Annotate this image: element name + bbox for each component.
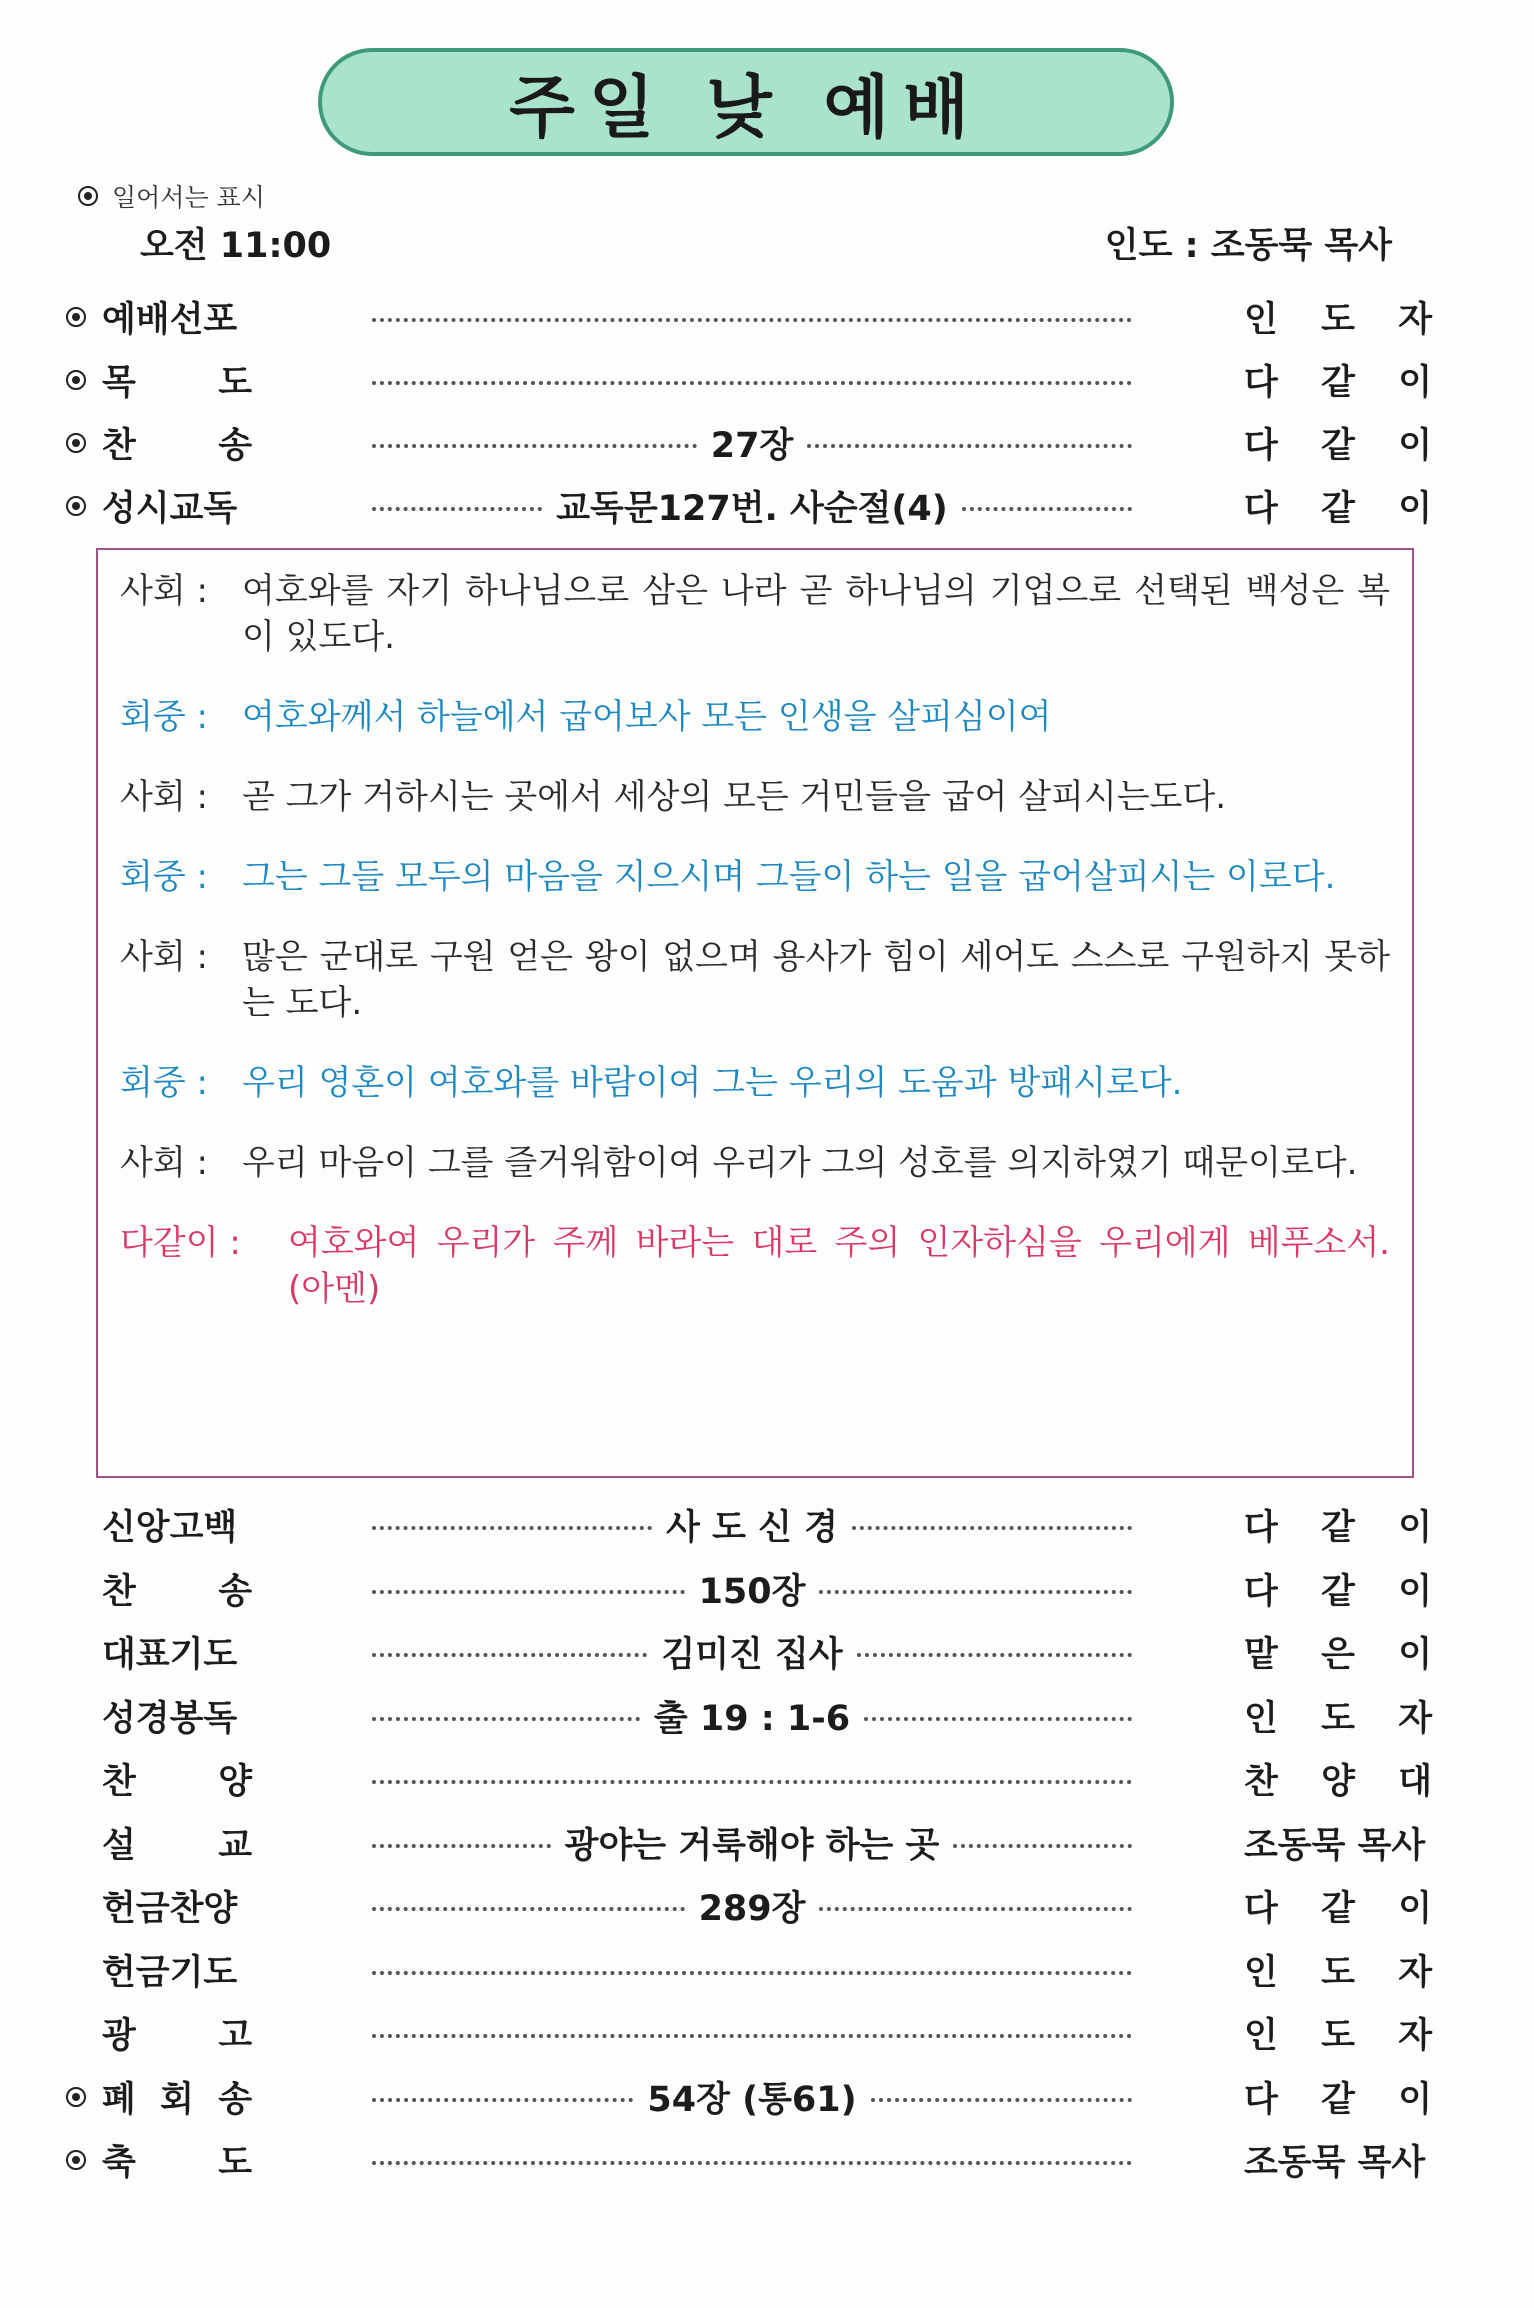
order-item-name-part: 찬 (102, 1571, 136, 1612)
order-item-performer-part: 이 (1398, 1889, 1432, 1929)
order-item-name-part: 폐 (102, 2079, 136, 2120)
order-item (0, 1818, 1534, 1868)
order-item-performer-part: 인 (1244, 2016, 1278, 2056)
order-item-name-part: 광 (102, 2016, 136, 2056)
dot-leader-left (372, 2161, 1132, 2165)
order-item-name (102, 292, 252, 342)
reading-speaker: 사회 : (120, 571, 208, 611)
order-item-name-part: 송 (218, 426, 252, 466)
order-item-performer-part: 조동묵 목사 (1244, 1825, 1426, 1866)
order-item-performer (1244, 2008, 1432, 2058)
reading-speaker: 회중 : (120, 857, 208, 897)
order-item-name (102, 1754, 252, 1804)
order-item-performer-part: 도 (1321, 2016, 1355, 2056)
dot-leader-right (864, 1717, 1132, 1721)
leader-dots (372, 481, 1132, 531)
reading-line (120, 934, 1390, 1026)
leader-dots (372, 1774, 1132, 1784)
order-item-name (102, 1691, 252, 1741)
legend-text: 일어서는 표시 (112, 183, 265, 212)
order-item-name (102, 1818, 252, 1868)
reading-speaker: 사회 : (120, 937, 208, 977)
service-time: 오전 11:00 (140, 226, 332, 266)
dot-leader-left (372, 1526, 652, 1530)
order-item (0, 1754, 1534, 1804)
order-item-performer-part: 같 (1321, 1571, 1355, 1612)
order-item-name-part: 도 (218, 363, 252, 403)
order-item-name (102, 1881, 252, 1931)
responsive-reading (120, 568, 1390, 1312)
order-item-performer-part: 은 (1321, 1635, 1355, 1675)
dot-leader-left (372, 1780, 1132, 1784)
dot-leader-right (852, 1526, 1132, 1530)
order-item-performer (1244, 1881, 1432, 1931)
responsive-reading-box (96, 548, 1414, 1478)
order-item (0, 1627, 1534, 1677)
order-item-name (102, 1500, 252, 1550)
order-item (0, 292, 1534, 342)
order-item (0, 355, 1534, 405)
dot-leader-left (372, 1653, 647, 1657)
leader-dots (372, 2028, 1132, 2038)
dot-leader-left (372, 507, 542, 511)
reading-text: 많은 군대로 구원 얻은 왕이 없으며 용사가 힘이 세어도 스스로 구원하지 못하는 도다. (242, 937, 1390, 1023)
leader-dots (372, 375, 1132, 385)
leader-dots (372, 1564, 1132, 1614)
order-item-name-part: 대표기도 (102, 1635, 238, 1675)
order-item-performer-part: 인 (1244, 1698, 1278, 1739)
title-banner (318, 48, 1174, 156)
order-item-name-part: 축 (102, 2143, 136, 2183)
order-item-name-part: 송 (218, 1571, 252, 1612)
order-item-performer-part: 대 (1398, 1762, 1432, 1802)
order-item-performer-part: 다 (1244, 426, 1278, 466)
order-item-name-part: 도 (218, 2143, 252, 2183)
order-item-name-part: 신앙고백 (102, 1508, 238, 1548)
order-item-name-part: 송 (218, 2079, 252, 2120)
reading-text: 여호와께서 하늘에서 굽어보사 모든 인생을 살피심이여 (242, 697, 1052, 737)
order-item-performer-part: 자 (1398, 1698, 1432, 1739)
standing-mark-icon (66, 433, 86, 453)
order-item (0, 1691, 1534, 1741)
order-item-performer (1244, 1945, 1432, 1995)
reading-line (120, 1060, 1390, 1106)
order-item-name-part: 찬 (102, 426, 136, 466)
order-item-performer-part: 인 (1244, 1952, 1278, 1993)
order-item-name-part: 헌금찬양 (102, 1889, 238, 1929)
leader-dots (372, 1881, 1132, 1931)
order-item-performer-part: 같 (1321, 1889, 1355, 1929)
order-item-performer-part: 이 (1398, 426, 1432, 466)
order-item-name (102, 355, 252, 405)
order-item-performer-part: 자 (1398, 1952, 1432, 1993)
order-item (0, 1881, 1534, 1931)
order-item-performer-part: 이 (1398, 1635, 1432, 1675)
order-item-performer-part: 이 (1398, 363, 1432, 403)
dot-leader-left (372, 2034, 1132, 2038)
order-item-detail: 교독문127번. 사순절(4) (556, 489, 948, 529)
order-item-performer (1244, 1754, 1432, 1804)
reading-speaker: 사회 : (120, 1143, 208, 1183)
order-item-name-part: 설 (102, 1825, 136, 1866)
order-item (0, 481, 1534, 531)
order-item-name (102, 2072, 252, 2122)
page-title: 주일 낮 예배 (509, 68, 983, 148)
dot-leader-right (871, 2098, 1132, 2102)
order-item-performer-part: 인 (1244, 300, 1278, 340)
order-item-detail: 사 도 신 경 (666, 1508, 838, 1548)
order-item-detail: 150장 (698, 1571, 806, 1612)
reading-text: 그는 그들 모두의 마음을 지으시며 그들이 하는 일을 굽어살피시는 이로다. (242, 857, 1336, 897)
order-item-performer-part: 자 (1398, 300, 1432, 340)
dot-leader-left (372, 318, 1132, 322)
dot-leader-left (372, 381, 1132, 385)
dot-leader-right (857, 1653, 1132, 1657)
order-item-name (102, 1945, 252, 1995)
reading-text: 우리 영혼이 여호와를 바람이여 그는 우리의 도움과 방패시로다. (242, 1063, 1183, 1103)
order-item-detail: 광야는 거룩해야 하는 곳 (564, 1825, 940, 1866)
reading-text: 여호와여 우리가 주께 바라는 대로 주의 인자하심을 우리에게 베푸소서. (아멘) (288, 1223, 1390, 1309)
order-item-performer-part: 같 (1321, 489, 1355, 529)
reading-text: 여호와를 자기 하나님으로 삼은 나라 곧 하나님의 기업으로 선택된 백성은 복이 있도다. (242, 571, 1390, 657)
dot-leader-left (372, 1907, 685, 1911)
leader-dots (372, 1691, 1132, 1741)
dot-leader-right (953, 1844, 1132, 1848)
order-item-performer-part: 다 (1244, 489, 1278, 529)
order-item-detail: 289장 (698, 1889, 806, 1929)
order-item-name (102, 1564, 252, 1614)
order-item (0, 2072, 1534, 2122)
order-item-name (102, 481, 252, 531)
order-item-performer (1244, 418, 1432, 468)
reading-text: 우리 마음이 그를 즐거워함이여 우리가 그의 성호를 의지하였기 때문이로다. (242, 1143, 1358, 1183)
order-item-performer-part: 자 (1398, 2016, 1432, 2056)
standing-mark-icon (66, 2087, 86, 2107)
dot-leader-left (372, 1971, 1132, 1975)
standing-mark-icon (78, 186, 98, 206)
order-item-name (102, 1627, 252, 1677)
order-item-performer-part: 이 (1398, 489, 1432, 529)
dot-leader-right (819, 1907, 1132, 1911)
leader-dots (372, 1965, 1132, 1975)
reading-line (120, 774, 1390, 820)
reading-line (120, 1140, 1390, 1186)
standing-mark-icon (66, 2150, 86, 2170)
order-item-name-part: 고 (218, 2016, 252, 2056)
reading-speaker: 회중 : (120, 1063, 208, 1103)
standing-mark-icon (66, 370, 86, 390)
reading-line (120, 694, 1390, 740)
reading-speaker: 다같이 : (120, 1223, 241, 1263)
dot-leader-left (372, 444, 697, 448)
dot-leader-right (819, 1590, 1132, 1594)
order-item-name-part: 예배선포 (102, 300, 238, 340)
reading-text: 곧 그가 거하시는 곳에서 세상의 모든 거민들을 굽어 살피시는도다. (242, 777, 1227, 817)
order-item-performer-part: 이 (1398, 1508, 1432, 1548)
order-item-name-part: 회 (160, 2079, 194, 2120)
order-item-performer-part: 같 (1321, 363, 1355, 403)
order-item-name (102, 2135, 252, 2185)
reading-speaker: 사회 : (120, 777, 208, 817)
reading-line (120, 854, 1390, 900)
order-item-performer (1244, 1500, 1432, 1550)
order-item-performer (1244, 481, 1432, 531)
standing-legend (78, 178, 265, 214)
dot-leader-left (372, 1590, 685, 1594)
service-leader: 인도 : 조동묵 목사 (1104, 226, 1392, 266)
order-item-name-part: 찬 (102, 1762, 136, 1802)
dot-leader-right (807, 444, 1132, 448)
order-item-name-part: 헌금기도 (102, 1952, 238, 1993)
order-item-name (102, 2008, 252, 2058)
leader-dots (372, 2155, 1132, 2165)
order-item-performer-part: 다 (1244, 363, 1278, 403)
leader-dots (372, 312, 1132, 322)
order-item-performer-part: 찬 (1244, 1762, 1278, 1802)
order-item-performer-part: 도 (1321, 1952, 1355, 1993)
order-item-name-part: 성경봉독 (102, 1698, 238, 1739)
standing-mark-icon (66, 496, 86, 516)
order-item-performer (1244, 1564, 1432, 1614)
order-item-performer-part: 다 (1244, 1571, 1278, 1612)
order-item-performer-part: 같 (1321, 1508, 1355, 1548)
order-item-performer-part: 양 (1321, 1762, 1355, 1802)
dot-leader-left (372, 1717, 640, 1721)
order-item-detail: 출 19 : 1-6 (653, 1698, 851, 1739)
standing-mark-icon (66, 307, 86, 327)
order-item-performer-part: 다 (1244, 2079, 1278, 2120)
order-item-performer (1244, 2135, 1432, 2185)
order-item-performer (1244, 1691, 1432, 1741)
leader-dots (372, 2072, 1132, 2122)
order-item-detail: 김미진 집사 (661, 1635, 843, 1675)
order-item-performer-part: 같 (1321, 2079, 1355, 2120)
order-item-performer-part: 다 (1244, 1508, 1278, 1548)
reading-line (120, 568, 1390, 660)
order-item-name-part: 성시교독 (102, 489, 238, 529)
order-item-performer (1244, 1818, 1432, 1868)
order-item-performer-part: 이 (1398, 1571, 1432, 1612)
order-item-name (102, 418, 252, 468)
dot-leader-left (372, 2098, 633, 2102)
order-item-name-part: 목 (102, 363, 136, 403)
order-item-performer-part: 다 (1244, 1889, 1278, 1929)
reading-line (120, 1220, 1390, 1312)
order-item-detail: 54장 (통61) (647, 2079, 857, 2120)
dot-leader-left (372, 1844, 551, 1848)
order-item-performer (1244, 1627, 1432, 1677)
order-item-performer-part: 이 (1398, 2079, 1432, 2120)
order-item (0, 1500, 1534, 1550)
order-item-performer-part: 같 (1321, 426, 1355, 466)
leader-dots (372, 418, 1132, 468)
order-item-name-part: 교 (218, 1825, 252, 1866)
order-item-performer (1244, 355, 1432, 405)
order-item (0, 2008, 1534, 2058)
leader-dots (372, 1500, 1132, 1550)
order-item-performer-part: 맡 (1244, 1635, 1278, 1675)
reading-speaker: 회중 : (120, 697, 208, 737)
order-item (0, 2135, 1534, 2185)
order-item-performer (1244, 2072, 1432, 2122)
order-item-detail: 27장 (710, 426, 794, 466)
dot-leader-right (962, 507, 1132, 511)
leader-dots (372, 1818, 1132, 1868)
order-item-performer-part: 도 (1321, 1698, 1355, 1739)
order-item-performer (1244, 292, 1432, 342)
leader-dots (372, 1627, 1132, 1677)
order-item-performer-part: 도 (1321, 300, 1355, 340)
order-item (0, 418, 1534, 468)
order-item (0, 1564, 1534, 1614)
order-item (0, 1945, 1534, 1995)
order-item-name-part: 양 (218, 1762, 252, 1802)
order-item-performer-part: 조동묵 목사 (1244, 2143, 1426, 2183)
